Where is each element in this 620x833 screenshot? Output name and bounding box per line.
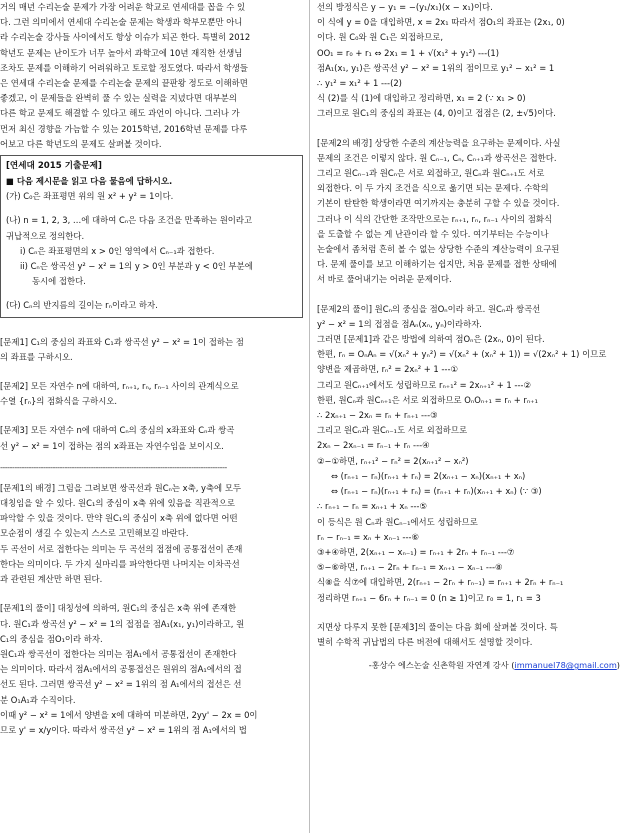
text-line: 선도 된다. 그러면 쌍곡선 y² − x² = 1위의 점 A₁에서의 접선은 선	[0, 679, 242, 690]
column-divider	[309, 0, 310, 833]
text-line: [문제3] 모든 자연수 n에 대하여 Cₙ의 중심의 x좌표와 Cₙ과 쌍곡	[0, 425, 235, 436]
text-line: 정리하면 rₙ₊₁ − 6rₙ + rₙ₋₁ = 0 (n ≥ 1)이고 r₀ = 1, r₁ = 3	[317, 592, 541, 603]
text-line: ②−①하면, rₙ₊₁² − rₙ² = 2(xₙ₊₁² − xₙ²)	[317, 455, 469, 466]
text-line: 귀납적으로 정의한다.	[6, 230, 85, 241]
question-1	[0, 335, 303, 365]
text-line: 다. 문제 풀이를 보고 이해하기는 쉽지만, 처음 문제를 접한 상태에	[317, 259, 557, 270]
solution-1	[0, 601, 303, 738]
text-line: y² − x² = 1의 접점을 점Aₙ(xₙ, yₙ)이라하자.	[317, 318, 482, 329]
text-line: ii) Cₙ은 쌍곡선 y² − x² = 1의 y > 0인 부분과 y < 0인 부분에	[20, 261, 253, 272]
text-line: 한다는 의미이다. 두 가지 실마리를 파악한다면 나머지는 이차곡선	[0, 558, 240, 569]
text-line: 기본이 탄탄한 학생이라면 여기까지는 충분히 구할 수 있을 것이다.	[317, 198, 560, 209]
text-line: 외접한다. 이 두 가지 조건을 식으로 옮기면 되는 문제다. 수학의	[317, 183, 549, 194]
solution-1-continued	[317, 0, 620, 122]
solution-2	[317, 302, 620, 606]
text-line: 대칭임을 알 수 있다. 원C₁의 중심이 x축 위에 있음을 직관적으로	[0, 498, 235, 509]
dashed-separator: -----------------------------------------------------------------------------------------------	[0, 462, 227, 472]
text-line: 별히 수학적 귀납법의 다른 버전에 대해서도 설명할 것이다.	[317, 636, 533, 647]
text-line: (가) C₀은 좌표평면 위의 원 x² + y² = 1이다.	[6, 191, 174, 202]
text-line: 먼저 최신 경향을 가늠할 수 있는 2015학년, 2016학년 문제를 다루	[0, 123, 248, 134]
email-link[interactable]: immanuel78@gmail.com	[514, 660, 617, 671]
text-line: 그러나 이 식의 간단한 조작만으로는 rₙ₊₁, rₙ, rₙ₋₁ 사이의 점화식	[317, 213, 553, 224]
text-line: [문제2의 배경] 상당한 수준의 계산능력을 요구하는 문제이다. 사실	[317, 137, 561, 148]
text-line: 양변을 제곱하면, rₙ² = 2xₙ² + 1 ---①	[317, 364, 458, 375]
text-line: 다른 학교 문제도 해결할 수 있다고 해도 과언이 아니다. 그러나 가	[0, 108, 240, 119]
text-line: [문제1의 배경] 그림을 그려보면 쌍곡선과 원Cₙ는 x축, y축에 모두	[0, 482, 241, 493]
text-line: OO₁ = r₀ + r₁ ⇔ 2x₁ = 1 + √(x₁² + y₁²) ---(1)	[317, 47, 499, 58]
background-2	[317, 136, 620, 288]
text-line: 라 수리논술 강사들 사이에서도 항상 이슈가 되곤 한다. 특별히 2012	[0, 32, 251, 43]
text-line: 그러면 [문제1]과 같은 방법에 의하여 점Oₙ은 (2xₙ, 0)이 된다.	[317, 334, 545, 345]
text-line: 선의 방정식은 y − y₁ = −(y₁/x₁)(x − x₁)이다.	[317, 2, 493, 12]
text-line: 을 도출할 수 없는 게 난관이라 할 수 있다. 여기부터는 수능이나	[317, 228, 549, 239]
text-line: C₁의 중심을 점O₁이라 하자.	[0, 633, 103, 644]
text-line: 과 관련된 계산만 하면 된다.	[0, 574, 103, 585]
text-line: 수열 {rₙ}의 점화식을 구하시오.	[0, 396, 118, 407]
text-line: [문제2의 풀이] 원Cₙ의 중심을 점Oₙ이라 하고. 원Cₙ과 쌍곡선	[317, 303, 541, 314]
text-line: 식 (2)를 식 (1)에 대입하고 정리하면, x₁ = 2 (∵ x₁ > 0)	[317, 93, 526, 104]
text-line: 그리고 원Cₙ과 원Cₙ₋₁도 서로 외접하므로	[317, 425, 468, 436]
text-line: ∴ 2xₙ₊₁ − 2xₙ = rₙ + rₙ₊₁ ---③	[317, 410, 438, 421]
text-line: 점A₁(x₁, y₁)은 쌍곡선 y² − x² = 1위의 점이므로 y₁² − x₁² = 1	[317, 62, 555, 73]
text-line: 는 의미이다. 따라서 점A₁에서의 공통접선은 원위의 점A₁에서의 접	[0, 664, 242, 675]
text-line: ∴ y₁² = x₁² + 1 ---(2)	[317, 78, 402, 89]
text-line: 모순점이 생길 수 있는지 스스로 고민해보길 바란다.	[0, 528, 189, 539]
text-line: 이다. 원 C₀와 원 C₁은 외접하므로,	[317, 32, 444, 43]
credit-text-end: )	[616, 660, 620, 671]
text-line: ⑤−⑥하면, rₙ₊₁ − 2rₙ + rₙ₋₁ = xₙ₊₁ − xₙ₋₁ ---⑧	[317, 562, 503, 573]
text-line: 학년도 문제는 난이도가 너무 높아서 과학고에 10년 재직한 선생님	[0, 47, 243, 58]
exam-title: [연세대 2015 기출문제]	[6, 161, 102, 172]
text-line: (다) Cₙ의 반지름의 길이는 rₙ이라고 하자.	[6, 300, 158, 311]
text-line: i) Cₙ은 좌표평면의 x > 0인 영역에서 Cₙ₋₁과 접한다.	[20, 245, 215, 256]
text-line: 조차도 문제를 이해하기 어려워하고 토로할 정도였다. 따라서 학생들	[0, 62, 248, 73]
left-column	[0, 0, 303, 833]
exam-problem-box	[0, 155, 303, 318]
text-line: 거의 매년 수리논술 문제가 가장 어려운 학교로 연세대를 꼽을 수 있	[0, 2, 246, 12]
text-line: 다. 원C₁과 쌍곡선 y² − x² = 1의 접점을 점A₁(x₁, y₁)이라하고, 원	[0, 618, 245, 629]
text-line: 한편, 원Cₙ과 원Cₙ₊₁은 서로 외접하므로 OₙOₙ₊₁ = rₙ + rₙ₊₁	[317, 394, 538, 405]
intro-paragraph	[0, 0, 303, 152]
text-line: 므로 y' = x/y이다. 따라서 쌍곡선 y² − x² = 1위의 점 A₁에서의 법	[0, 724, 247, 735]
text-line: 그리고 원Cₙ₋₁과 원Cₙ은 서로 외접하고, 원Cₙ과 원Cₙ₊₁도 서로	[317, 168, 545, 179]
background-1	[0, 481, 303, 587]
text-line: 동시에 접한다.	[32, 276, 86, 287]
text-line: 문제의 조건은 이렇지 않다. 원 Cₙ₋₁, Cₙ, Cₙ₊₁과 쌍곡선은 접한다.	[317, 152, 557, 163]
text-line: 좋겠고, 이 문제들을 완벽히 풀 수 있는 실력을 지녔다면 대부분의	[0, 93, 237, 104]
text-line: 분 O₁A₁과 수직이다.	[0, 694, 76, 705]
text-line: 논술에서 좀처럼 흔히 볼 수 없는 상당한 수준의 계산능력이 요구된	[317, 244, 560, 255]
text-line: 이때 y² − x² = 1에서 양변을 x에 대하여 미분하면, 2yy' − 2x = 0이	[0, 709, 258, 720]
text-line: 파악할 수 있을 것이다. 만약 원C₁의 중심이 x축 위에 없다면 어떤	[0, 513, 238, 524]
text-line: 의 좌표를 구하시오.	[0, 351, 73, 362]
text-line: 어보고 다른 학년도의 문제도 살펴볼 것이다.	[0, 138, 162, 149]
author-credit	[317, 658, 620, 672]
text-line: rₙ − rₙ₋₁ = xₙ + xₙ₋₁ ---⑥	[317, 531, 419, 542]
question-3	[0, 423, 303, 453]
text-line: ③+④하면, 2(xₙ₊₁ − xₙ₋₁) = rₙ₊₁ + 2rₙ + rₙ₋₁ ---⑦	[317, 546, 515, 557]
text-line: 다. 그런 의미에서 연세대 수리논술 문제는 학생과 학부모뿐만 아니	[0, 17, 243, 28]
text-line: 서 바로 풀어내기는 어려운 문제이다.	[317, 274, 452, 285]
text-line: 그러므로 원C₁의 중심의 좌표는 (4, 0)이고 접점은 (2, ±√5)이다.	[317, 108, 556, 119]
text-line: 두 곡선이 서로 접한다는 의미는 두 곡선의 접점에 공통접선이 존재	[0, 543, 243, 554]
text-line: ■ 다음 제시문을 읽고 다음 물음에 답하시오.	[6, 176, 173, 187]
text-line: 이 등식은 원 Cₙ과 원Cₙ₋₁에서도 성립하므로	[317, 516, 478, 527]
text-line: 식⑧을 식⑦에 대입하면, 2(rₙ₊₁ − 2rₙ + rₙ₋₁) = rₙ₊₁ + 2rₙ + rₙ₋₁	[317, 577, 564, 588]
text-line: ⇔ (rₙ₊₁ − rₙ)(rₙ₊₁ + rₙ) = 2(xₙ₊₁ − xₙ)(xₙ₊₁ + xₙ)	[331, 470, 526, 481]
closing-note	[317, 620, 620, 650]
text-line: 이 식에 y = 0을 대입하면, x = 2x₁ 따라서 점O₁의 좌표는 (2x₁, 0)	[317, 17, 565, 28]
text-line: ∴ rₙ₊₁ − rₙ = xₙ₊₁ + xₙ ---⑤	[317, 501, 427, 512]
credit-text: -홍상수 에스논술 신촌학원 자연계 강사 (	[368, 660, 515, 671]
right-column	[317, 0, 620, 833]
text-line: 그리고 원Cₙ₊₁에서도 성립하므로 rₙ₊₁² = 2xₙ₊₁² + 1 ---②	[317, 379, 531, 390]
question-2	[0, 379, 303, 409]
text-line: [문제2] 모든 자연수 n에 대하여, rₙ₊₁, rₙ, rₙ₋₁ 사이의 관계식으로	[0, 381, 239, 392]
text-line: [문제1] C₁의 중심의 좌표와 C₁과 쌍곡선 y² − x² = 1이 접하는 점	[0, 336, 244, 347]
text-line: (나) n = 1, 2, 3, …에 대하여 Cₙ은 다음 조건을 만족하는 원이라고	[6, 215, 253, 226]
text-line: 지면상 다루지 못한 [문제3]의 풀이는 다음 회에 살펴볼 것이다. 특	[317, 621, 558, 632]
text-line: 선 y² − x² = 1이 접하는 점의 x좌표는 자연수임을 보이시오.	[0, 440, 224, 451]
text-line: 한편, rₙ = OₙAₙ = √(xₙ² + yₙ²) = √(xₙ² + (xₙ² + 1)) = √(2xₙ² + 1) 이므로	[317, 349, 607, 360]
text-line: [문제1의 풀이] 대칭성에 의하여, 원C₁의 중심은 x축 위에 존재한	[0, 603, 237, 614]
text-line: ⇔ (rₙ₊₁ − rₙ)(rₙ₊₁ + rₙ) = (rₙ₊₁ + rₙ)(xₙ₊₁ + xₙ) (∵ ③)	[331, 486, 542, 497]
text-line: 은 연세대 수리논술 문제를 수리논술 문제의 끝판왕 정도로 이해하면	[0, 78, 248, 89]
text-line: 2xₙ − 2xₙ₋₁ = rₙ₋₁ + rₙ ---④	[317, 440, 430, 451]
text-line: 원C₁과 쌍곡선이 접한다는 의미는 점A₁에서 공통접선이 존재한다	[0, 648, 237, 659]
